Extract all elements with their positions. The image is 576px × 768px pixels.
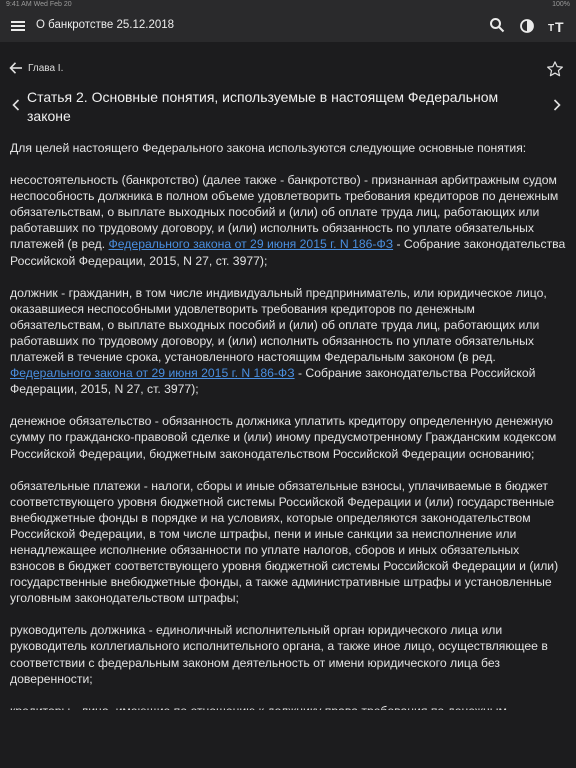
law-reference-link[interactable]: Федерального закона от 29 июня 2015 г. N 186-ФЗ [108, 237, 394, 252]
article-intro: Для целей настоящего Федерального закона используются следующие основные понятия: [10, 141, 527, 155]
paragraph-text: - Собрание законодательства Российской Федерации, 2015, N 27, ст. 3977); [10, 237, 566, 268]
article-body [10, 140, 566, 710]
chapter-nav [0, 56, 576, 80]
law-reference-link[interactable]: Федерального закона от 29 июня 2015 г. N 186-ФЗ [10, 366, 295, 381]
status-battery: 100% [552, 1, 570, 8]
app-bar [0, 10, 576, 42]
next-article-chevron-icon[interactable] [552, 98, 562, 112]
definition-bankruptcy [10, 172, 566, 269]
article-title: Статья 2. Основные понятия, используемые в настоящем Федеральном законе [27, 89, 499, 124]
font-size-icon[interactable] [548, 18, 568, 34]
previous-article-chevron-icon[interactable] [11, 98, 21, 112]
definition-debtor [10, 285, 566, 398]
bookmark-star-icon[interactable] [546, 60, 564, 78]
status-time: 9:41 AM Wed Feb 20 [6, 1, 72, 8]
search-icon[interactable] [489, 17, 505, 33]
paragraph-text: несостоятельность (банкротство) (далее также - банкротство) - признанная арбитражным судом неспособность должника в полном объеме удовлетворить требования кредиторов по денежным обязательствам, о выплате выходных пособий и (или) об оплате труда лиц, работающих или работавших по трудовому договору, и (или) исполнить обязанность по уплате обязательных платежей (в ред. [10, 173, 559, 252]
status-bar [0, 0, 576, 10]
article-header [0, 86, 576, 128]
definition-monetary-obligation: денежное обязательство - обязанность должника уплатить кредитору определенную денежную сумму по гражданско-правовой сделке и (или) иному предусмотренному Гражданским кодексом Российской Федерации, бюджетным законодательством Российской Федерации основанию; [10, 414, 557, 461]
svg-text:T: T [555, 19, 564, 35]
paragraph-text: должник - гражданин, в том числе индивидуальный предприниматель, или юридическое лицо, оказавшиеся неспособными удовлетворить требования кредиторов по денежным обязательствам, о выплате выходных пособий и (или) об оплате труда лиц, работающих или работавших по трудовому договору, и (или) исполнить обязанность по уплате обязательных платежей в течение срока, установленного настоящим Федеральным законом (в ред. [10, 285, 547, 365]
contrast-icon[interactable] [518, 17, 536, 35]
menu-icon[interactable] [9, 17, 27, 35]
document-title: О банкротстве 25.12.2018 [36, 19, 175, 31]
chapter-label[interactable]: Глава I. [28, 63, 64, 74]
back-arrow-icon[interactable] [9, 61, 23, 75]
svg-text:T: T [548, 23, 555, 34]
definition-mandatory-payments: обязательные платежи - налоги, сборы и иные обязательные взносы, уплачиваемые в бюджет соответствующего уровня бюджетной системы Российской Федерации и (или) государственные внебюджетные фонды в порядке и на условиях, которые определяются законодательством Российской Федерации, в том числе штрафы, пени и иные санкции за неисполнение или ненадлежащее исполнение обязанности по уплате налогов, сборов и иных обязательных взносов в бюджет соответствующего уровня бюджетной системы Российской Федерации и (или) государственные внебюджетные фонды, а также административные штрафы и установленные уголовным законодательством штрафы; [10, 478, 559, 606]
paragraph-text: - Собрание законодательства Российской Федерации, 2015, N 27, ст. 3977); [10, 366, 536, 397]
definition-debtor-manager: руководитель должника - единоличный исполнительный орган юридического лица или руководитель коллегиального исполнительного органа, а также иное лицо, осуществляющее в соответствии с федеральным законом деятельность от имени юридического лица без доверенности; [10, 623, 548, 686]
bottom-area [0, 710, 576, 768]
